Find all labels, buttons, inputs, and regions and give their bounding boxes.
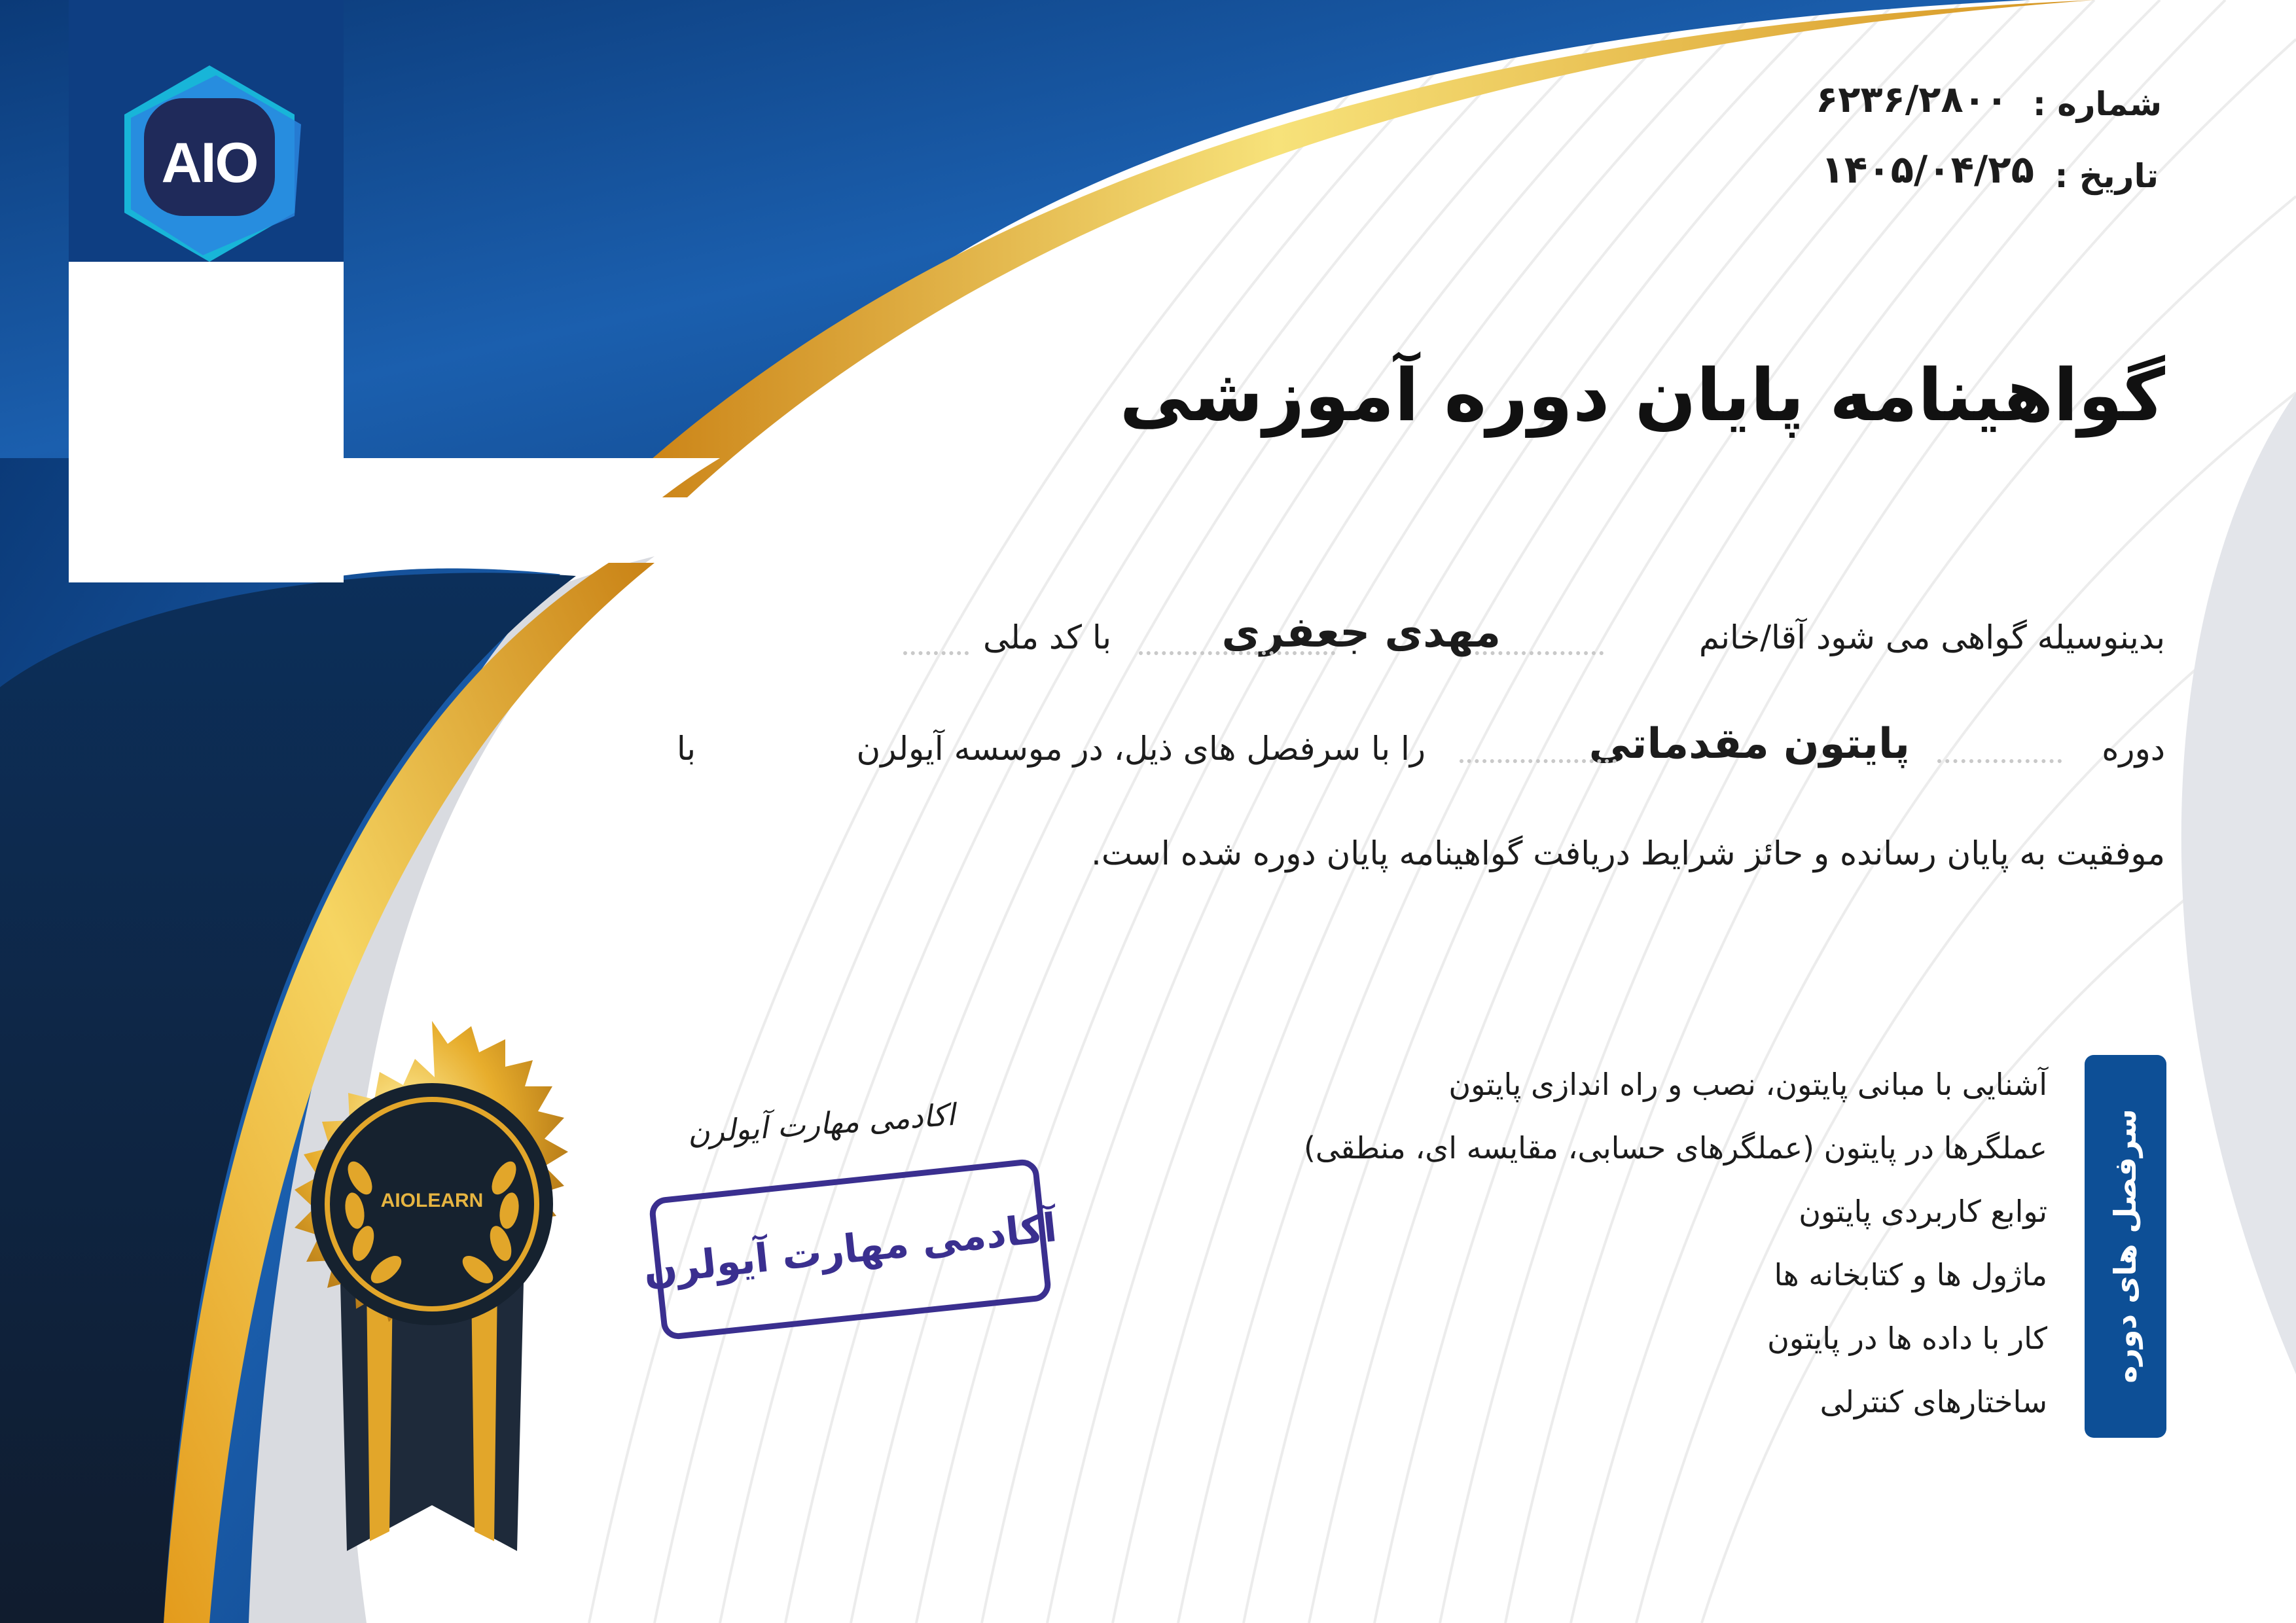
intro-text: بدینوسیله گواهی می شود آقا/خانم xyxy=(1698,618,2165,656)
logo-white-panel xyxy=(69,262,344,582)
syllabus-tab xyxy=(2085,1055,2166,1438)
award-seal-icon xyxy=(242,1008,622,1558)
syllabus-item: آشنایی با مبانی پایتون، نصب و راه اندازی پایتون xyxy=(1448,1067,2047,1102)
number-label: شماره : xyxy=(2032,85,2162,123)
course-label: دوره xyxy=(2102,730,2165,768)
student-name: مهدی جعفری xyxy=(1221,609,1501,657)
dotted-line xyxy=(1460,759,1617,763)
national-id-label: با کد ملی xyxy=(983,618,1111,656)
course-name: پایتون مقدماتی xyxy=(1588,720,1910,768)
stamp-text: آکادمی مهارت آیولرن xyxy=(641,1205,1060,1294)
date-label: تاریخ : xyxy=(2054,157,2159,195)
signature-text: اکادمی مهارت آیولرن xyxy=(686,1096,956,1151)
syllabus-item: عملگرها در پایتون (عملگرهای حسابی، مقایسه ای، منطقی) xyxy=(1303,1130,2047,1166)
syllabus-item: ماژول ها و کتابخانه ها xyxy=(1774,1257,2047,1293)
dotted-line xyxy=(1937,759,2062,763)
date-value: ۱۴۰۵/۰۴/۲۵ xyxy=(1821,147,2034,192)
course-institute-text: را با سرفصل های ذیل، در موسسه آیولرن xyxy=(856,730,1426,768)
dotted-line xyxy=(903,651,969,655)
syllabus-item: کار با داده ها در پایتون xyxy=(1767,1321,2047,1356)
line2-end-text: با xyxy=(676,730,696,768)
certificate-title: گواهینامه پایان دوره آموزشی xyxy=(1119,353,2165,437)
seal-text: AIOLEARN xyxy=(380,1190,484,1211)
logo-text: AIO xyxy=(161,132,258,194)
number-value: ۶۲۳۶/۲۸۰۰ xyxy=(1816,79,2008,121)
syllabus-item: توابع کاربردی پایتون xyxy=(1799,1194,2047,1229)
completion-text: موفقیت به پایان رسانده و حائز شرایط دریافت گواهینامه پایان دوره شده است. xyxy=(1091,834,2165,872)
dotted-line xyxy=(1139,651,1335,655)
syllabus-tab-label: سرفصل های دوره xyxy=(2108,1109,2143,1383)
syllabus-item: ساختارهای کنترلی xyxy=(1820,1384,2047,1419)
